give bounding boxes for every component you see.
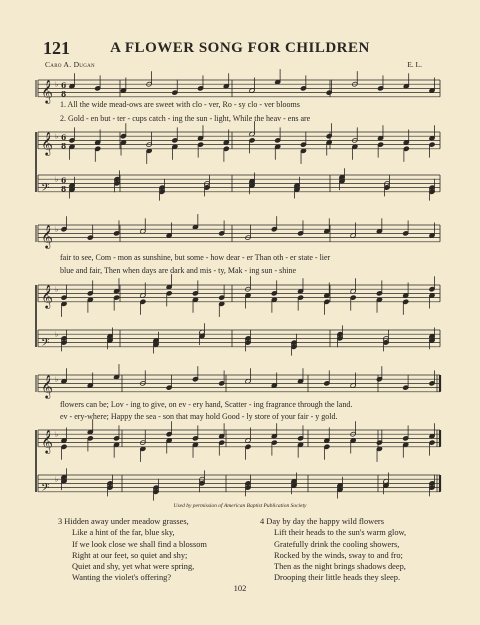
stanza-line: Drooping their little heads they sleep. — [274, 573, 401, 583]
stanza-line: Rocked by the winds, sway to and fro; — [274, 550, 403, 560]
key-flat: ♭ — [55, 375, 59, 384]
key-flat: ♭ — [55, 225, 59, 234]
time-signature-top: 6 — [61, 80, 67, 90]
stanza-line: Like a hint of the far, blue sky, — [72, 528, 175, 538]
lyric-line-verse1-system3: flowers can be; Lov - ing to give, on ev - ery hand, Scatter - ing fragrance through the land. — [60, 400, 353, 409]
stanza-line: 3 Hidden away under meadow grasses, — [58, 517, 189, 526]
key-flat: ♭ — [55, 132, 59, 141]
key-flat: ♭ — [55, 80, 59, 89]
time-signature-bottom: 8 — [61, 89, 67, 99]
stanza-line: Gratefully drink the cooling showers, — [274, 539, 400, 549]
lyric-line-verse2-system3: ev - ery-where; Happy the sea - son that may hold Good - ly store of your fair - y gold. — [60, 412, 338, 421]
treble-clef: 𝄞 — [41, 428, 53, 453]
bass-clef: 𝄢 — [41, 336, 50, 352]
treble-clef: 𝄞 — [41, 223, 53, 248]
key-flat: ♭ — [55, 330, 59, 339]
key-flat: ♭ — [55, 175, 59, 184]
stanza-3 — [58, 516, 207, 584]
time-signature-top: 6 — [61, 132, 67, 142]
treble-clef: 𝄞 — [41, 78, 53, 103]
key-flat: ♭ — [55, 285, 59, 294]
lyric-line-verse1-system1: 1. All the wide mead-ows are sweet with clo - ver, Ro - sy clo - ver blooms — [60, 100, 300, 109]
stanza-4 — [260, 516, 406, 584]
stanza-line: If we look close we shall find a blossom — [72, 539, 207, 549]
treble-clef: 𝄞 — [41, 373, 53, 398]
stanza-line: 4 Day by day the happy wild flowers — [260, 517, 384, 526]
time-signature-bottom: 8 — [61, 141, 67, 151]
stanza-line: Right at our feet, so quiet and shy; — [72, 550, 188, 560]
author-credit: E. L. — [407, 60, 422, 69]
treble-clef: 𝄞 — [41, 283, 53, 308]
key-flat: ♭ — [55, 475, 59, 484]
stanza-line: Quiet and shy, yet what were spring, — [72, 562, 195, 572]
song-title: A FLOWER SONG FOR CHILDREN — [110, 40, 370, 56]
time-signature-bottom: 8 — [61, 184, 67, 194]
permission-note: Used by permission of American Baptist Publication Society — [173, 503, 307, 509]
bass-clef: 𝄢 — [41, 481, 50, 497]
treble-clef: 𝄞 — [41, 130, 53, 155]
key-flat: ♭ — [55, 430, 59, 439]
bass-clef: 𝄢 — [41, 181, 50, 197]
hymn-number: 121 — [43, 38, 70, 58]
composer-credit: Caro A. Dugan — [45, 60, 95, 69]
lyric-line-verse2-system2: blue and fair, Then when days are dark and mis - ty, Mak - ing sun - shine — [60, 266, 297, 275]
lyric-line-verse2-system1: 2. Gold - en but - ter - cups catch - ing the sun - light, While the heav - ens are — [60, 114, 311, 123]
time-signature-top: 6 — [61, 175, 67, 185]
page-number: 102 — [233, 583, 247, 593]
stanza-line: Lift their heads to the sun's warm glow, — [274, 528, 407, 538]
stanza-line: Wanting the violet's offering? — [72, 573, 172, 583]
lyric-line-verse1-system2: fair to see, Com - mon as sunshine, but some - how dear - er Than oth - er state - lier — [60, 253, 331, 262]
stanza-line: Then as the night brings shadows deep, — [274, 562, 406, 572]
